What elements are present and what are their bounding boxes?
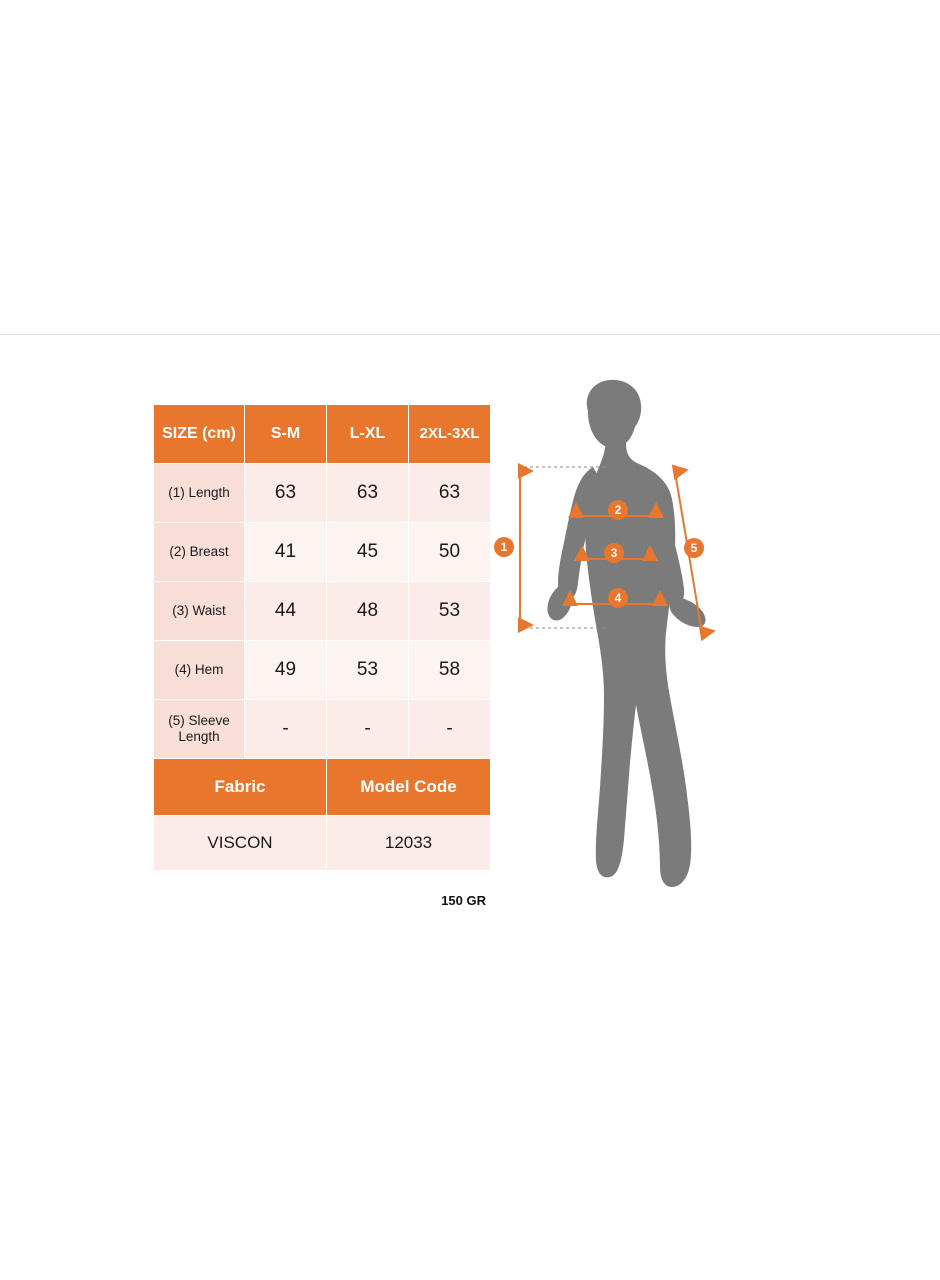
- row-label-length: (1) Length: [154, 464, 245, 523]
- cell-length-lxl: 63: [327, 464, 409, 523]
- table-row: [154, 523, 491, 582]
- footer-header-fabric: Fabric: [154, 759, 327, 816]
- size-table: [153, 404, 491, 871]
- marker-badge-3: 3: [604, 543, 624, 563]
- cell-sleeve-sm: -: [245, 700, 327, 759]
- table-footer-header-row: [154, 759, 491, 816]
- table-footer-value-row: [154, 816, 491, 871]
- table-row: [154, 582, 491, 641]
- cell-waist-lxl: 48: [327, 582, 409, 641]
- table-row: [154, 641, 491, 700]
- female-silhouette-diagram: [490, 375, 760, 920]
- marker-badge-4: 4: [608, 588, 628, 608]
- cell-hem-sm: 49: [245, 641, 327, 700]
- weight-note: 150 GR: [441, 893, 486, 908]
- cell-breast-lxl: 45: [327, 523, 409, 582]
- table-row: [154, 464, 491, 523]
- measurement-figure: [490, 375, 760, 920]
- cell-waist-2xl3xl: 53: [409, 582, 491, 641]
- header-cell-2xl3xl: 2XL-3XL: [409, 405, 491, 464]
- footer-value-fabric: VISCON: [154, 816, 327, 871]
- row-label-hem: (4) Hem: [154, 641, 245, 700]
- cell-sleeve-lxl: -: [327, 700, 409, 759]
- table-header-row: [154, 405, 491, 464]
- row-label-sleeve-length: (5) Sleeve Length: [154, 700, 245, 759]
- footer-value-model-code: 12033: [327, 816, 491, 871]
- header-cell-size: SIZE (cm): [154, 405, 245, 464]
- cell-waist-sm: 44: [245, 582, 327, 641]
- footer-header-model-code: Model Code: [327, 759, 491, 816]
- cell-length-sm: 63: [245, 464, 327, 523]
- marker-badge-1: 1: [494, 537, 514, 557]
- silhouette-shape: [547, 380, 705, 887]
- header-cell-lxl: L-XL: [327, 405, 409, 464]
- marker-badge-2: 2: [608, 500, 628, 520]
- table-row: [154, 700, 491, 759]
- row-label-breast: (2) Breast: [154, 523, 245, 582]
- marker-badge-5: 5: [684, 538, 704, 558]
- cell-breast-2xl3xl: 50: [409, 523, 491, 582]
- header-cell-sm: S-M: [245, 405, 327, 464]
- cell-hem-lxl: 53: [327, 641, 409, 700]
- cell-sleeve-2xl3xl: -: [409, 700, 491, 759]
- cell-length-2xl3xl: 63: [409, 464, 491, 523]
- top-divider: [0, 334, 940, 335]
- cell-breast-sm: 41: [245, 523, 327, 582]
- cell-hem-2xl3xl: 58: [409, 641, 491, 700]
- row-label-waist: (3) Waist: [154, 582, 245, 641]
